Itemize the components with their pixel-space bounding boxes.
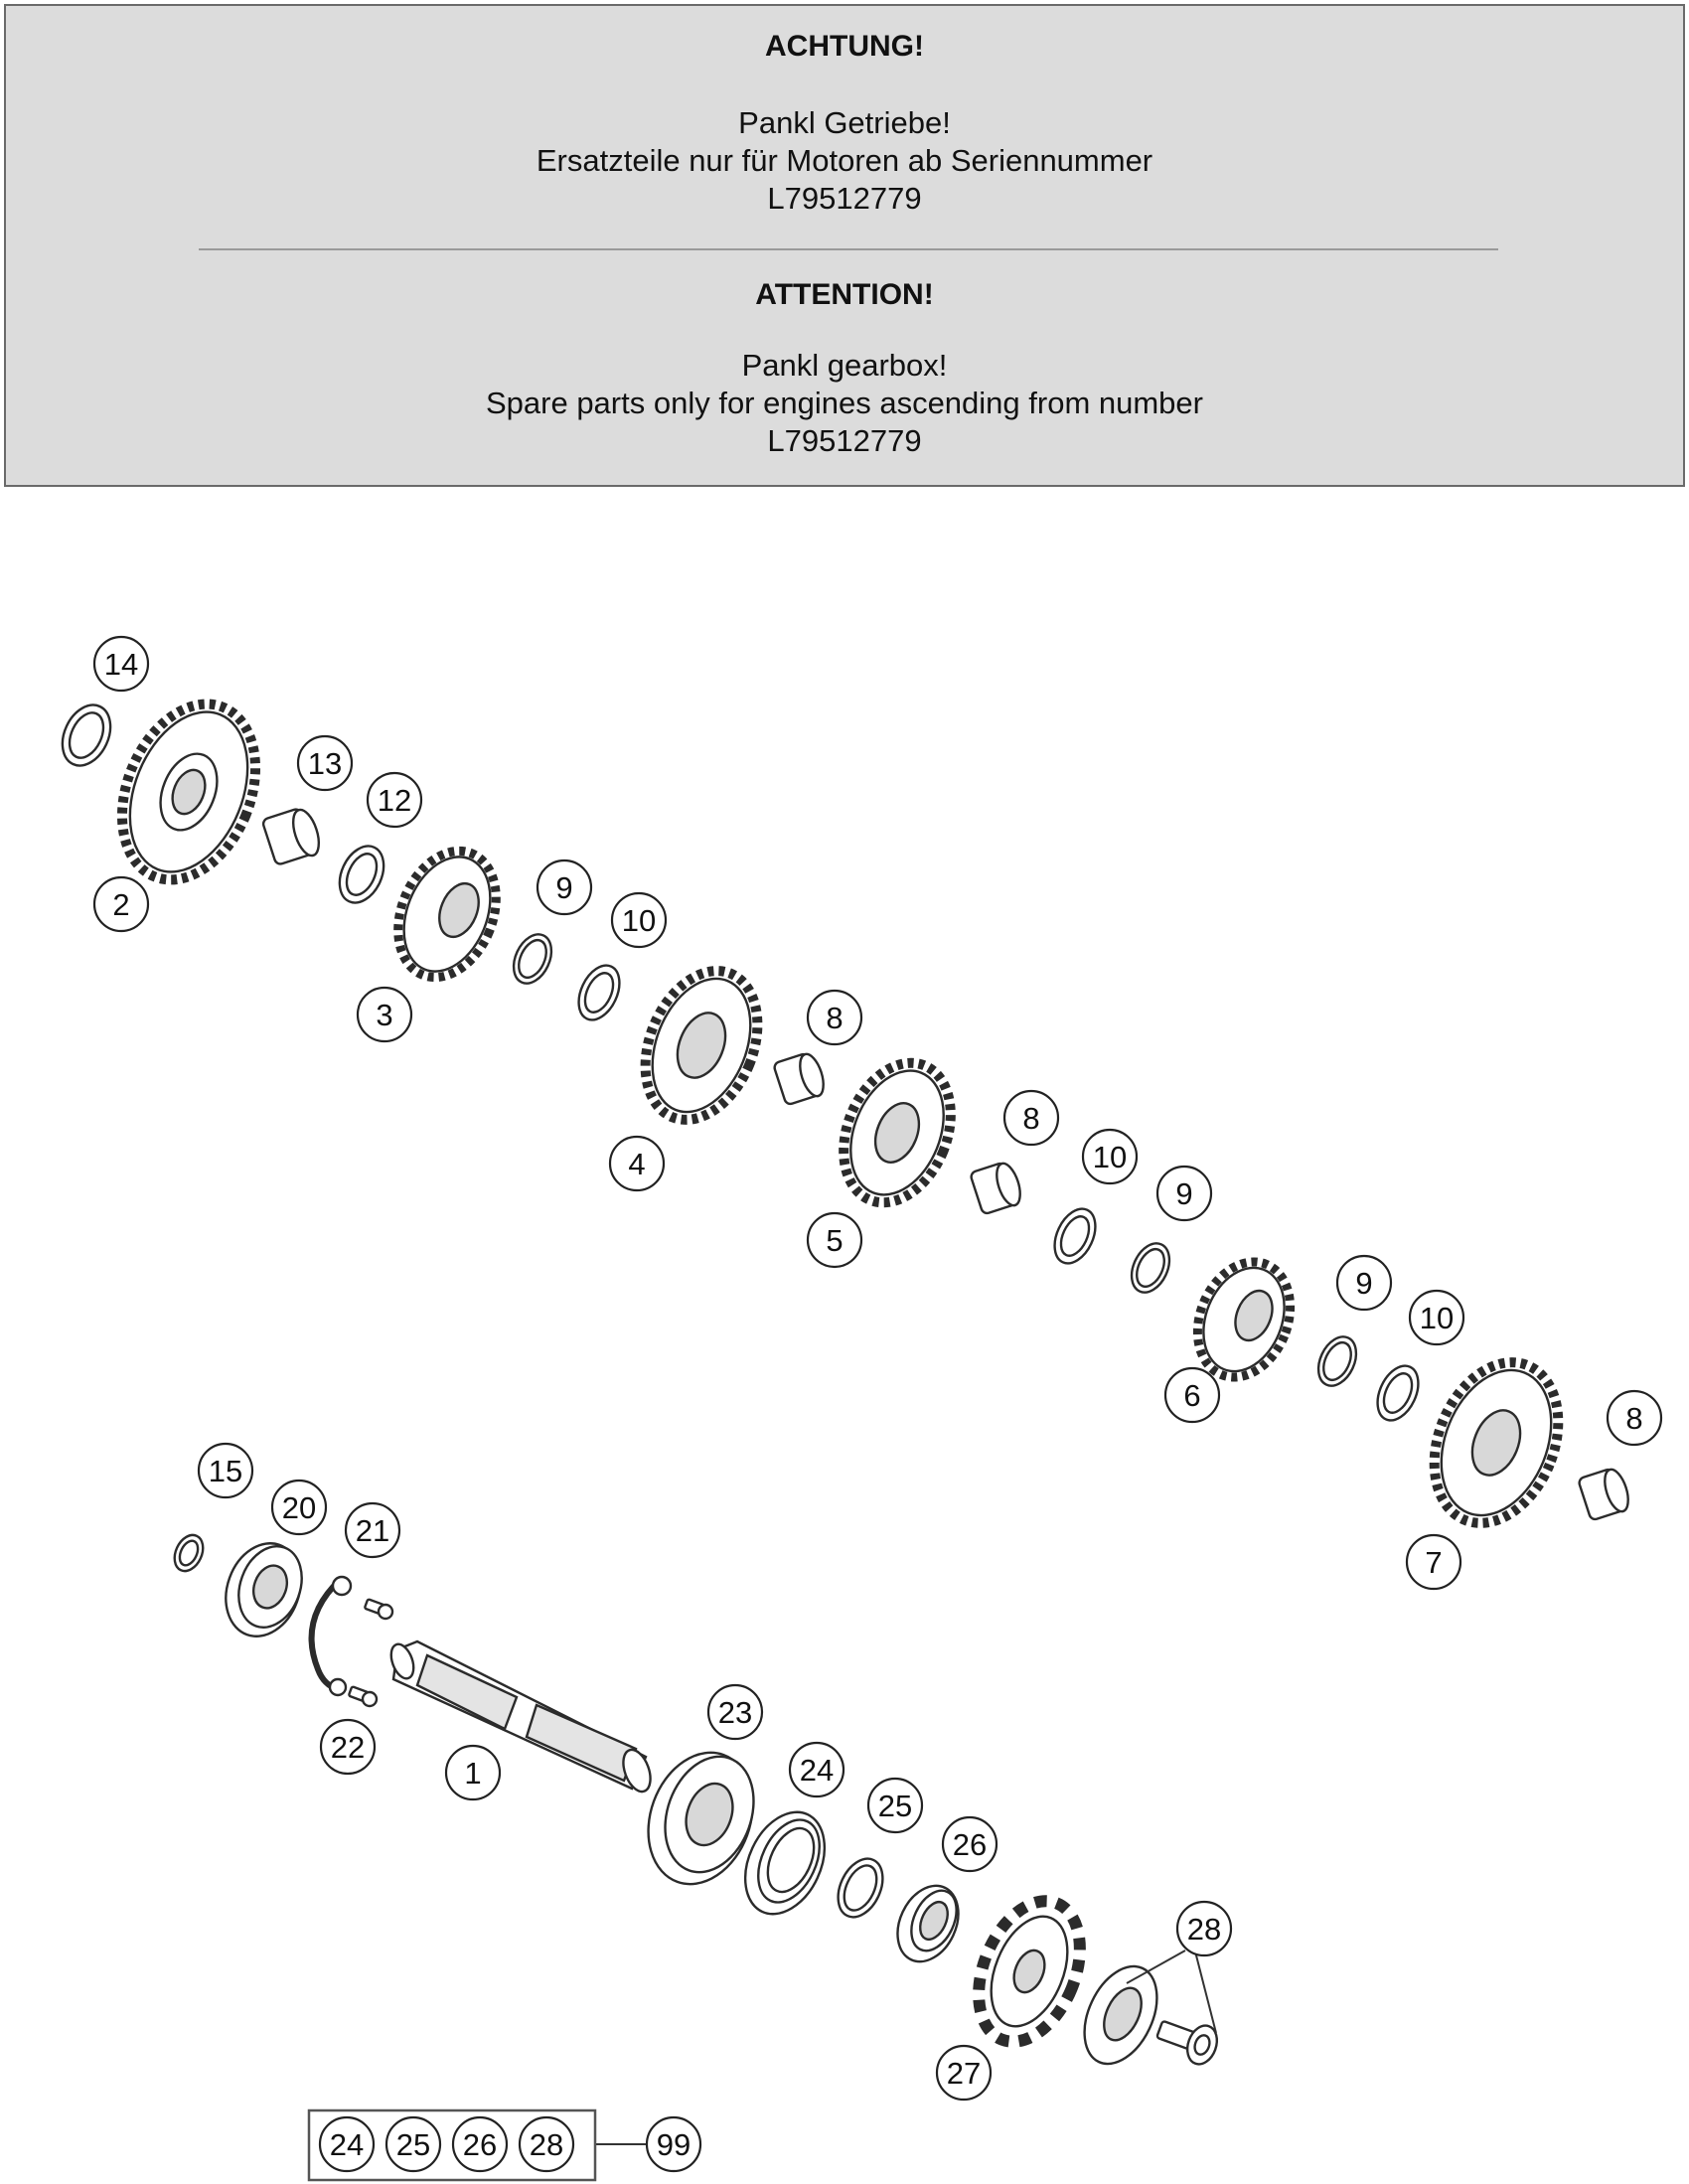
callout-23-23 (708, 1685, 762, 1739)
spacer-sleeve-part-26 (886, 1876, 971, 1971)
callout-25-25-label: 25 (877, 1789, 913, 1823)
callout-20-19-label: 20 (281, 1490, 317, 1525)
kit-member-25 (386, 2117, 440, 2171)
kit-callout-99-label: 99 (656, 2127, 691, 2162)
callout-10-5-label: 10 (621, 903, 657, 938)
callout-9-4-label: 9 (555, 870, 573, 905)
bushing-part-13 (262, 807, 324, 865)
callout-25-25 (868, 1779, 922, 1832)
kit-callout-99 (647, 2117, 700, 2171)
callout-8-7-label: 8 (826, 1001, 844, 1035)
kit-member-24-label: 24 (329, 2127, 365, 2162)
callout-3-6 (358, 988, 411, 1041)
callout-8-9 (1004, 1091, 1058, 1145)
notice-line-en-2: Spare parts only for engines ascending from number (485, 386, 1203, 420)
gear-part-4 (625, 954, 779, 1137)
callout-9-13 (1337, 1256, 1391, 1310)
washer-part-10a (570, 959, 627, 1026)
bushing-part-8c (1578, 1467, 1632, 1520)
kit-member-28-label: 28 (529, 2127, 564, 2162)
notice-line-en-1: Pankl gearbox! (741, 348, 948, 383)
callout-8-16-label: 8 (1625, 1401, 1643, 1436)
callout-10-10 (1083, 1130, 1137, 1183)
callout-7-17 (1407, 1535, 1460, 1589)
gear-part-5 (824, 1047, 970, 1219)
callout-4-8 (610, 1137, 664, 1190)
circlip-part-9c (1311, 1330, 1364, 1391)
notice-line-de-2: Ersatzteile nur für Motoren ab Seriennummer (536, 143, 1153, 178)
callout-9-11 (1157, 1167, 1211, 1220)
circlip-part-9a (507, 928, 559, 989)
callout-27-28-label: 27 (946, 2056, 982, 2091)
callout-10-10-label: 10 (1092, 1140, 1128, 1174)
callout-20-19 (272, 1481, 326, 1534)
kit-member-24 (320, 2117, 374, 2171)
callout-2-3-label: 2 (112, 887, 130, 922)
callout-2-3 (94, 877, 148, 931)
callout-26-26-label: 26 (952, 1827, 988, 1862)
callout-23-23-label: 23 (717, 1695, 753, 1730)
sprocket-part-27 (960, 1886, 1100, 2057)
retaining-plate-part-21 (312, 1577, 351, 1695)
notice-line-de-3: L79512779 (767, 181, 922, 216)
washer-part-10b (1046, 1202, 1103, 1270)
callout-12-2 (368, 773, 421, 827)
kit-member-26 (453, 2117, 507, 2171)
callout-3-6-label: 3 (376, 998, 393, 1032)
callout-9-11-label: 9 (1175, 1176, 1193, 1211)
callout-26-26 (943, 1817, 997, 1871)
callout-layer (94, 637, 1661, 2171)
washer-part-14 (54, 698, 120, 774)
callout-15-18-label: 15 (208, 1454, 243, 1488)
callout-21-20 (346, 1503, 399, 1557)
callout-7-17-label: 7 (1425, 1545, 1443, 1580)
callout-4-8-label: 4 (628, 1147, 646, 1181)
callout-15-18 (199, 1444, 252, 1497)
callout-10-14 (1410, 1291, 1463, 1344)
callout-9-13-label: 9 (1355, 1266, 1373, 1301)
washer-part-10c (1369, 1359, 1426, 1427)
kit-member-25-label: 25 (395, 2127, 431, 2162)
callout-24-24 (790, 1743, 844, 1796)
notice-line-de-1: Pankl Getriebe! (738, 105, 951, 140)
callout-10-5 (612, 893, 666, 947)
part-drawings (54, 684, 1633, 2075)
washer-part-12 (331, 839, 392, 909)
bushing-part-8a (773, 1051, 828, 1105)
o-ring-part-25 (830, 1851, 891, 1924)
callout-21-20-label: 21 (355, 1513, 390, 1548)
gear-part-3 (381, 837, 515, 993)
callout-28-27-label: 28 (1186, 1912, 1222, 1947)
callout-5-12-label: 5 (826, 1223, 844, 1258)
callout-13-1 (298, 736, 352, 790)
callout-8-16 (1608, 1391, 1661, 1445)
callout-10-14-label: 10 (1419, 1301, 1455, 1335)
callout-6-15-label: 6 (1183, 1378, 1201, 1413)
callout-28-27 (1177, 1902, 1231, 1955)
screw-part-22 (349, 1599, 392, 1706)
callout-6-15 (1165, 1368, 1219, 1422)
callout-1-22 (446, 1746, 500, 1799)
bushing-part-8b (970, 1161, 1024, 1214)
callout-27-28 (937, 2046, 991, 2100)
kit-member-26-label: 26 (462, 2127, 498, 2162)
callout-12-2-label: 12 (377, 783, 412, 818)
notice-title-de: ACHTUNG! (765, 30, 924, 63)
notice-title-en: ATTENTION! (755, 278, 934, 311)
callout-22-21 (321, 1720, 375, 1774)
callout-1-22-label: 1 (464, 1756, 482, 1791)
circlip-part-15 (169, 1530, 209, 1575)
callout-8-7 (808, 991, 861, 1044)
callout-8-9-label: 8 (1022, 1101, 1040, 1136)
circlip-part-9b (1125, 1237, 1177, 1298)
gear-part-7 (1412, 1343, 1581, 1541)
main-shaft-part-1 (386, 1641, 655, 1795)
callout-24-24-label: 24 (799, 1753, 835, 1788)
callout-14-0 (94, 637, 148, 691)
callout-22-21-label: 22 (330, 1730, 366, 1765)
callout-9-4 (537, 860, 591, 914)
gear-part-2 (97, 684, 280, 899)
bearing-part-20 (214, 1533, 313, 1647)
callout-13-1-label: 13 (307, 746, 343, 781)
callout-14-0-label: 14 (103, 647, 139, 682)
kit-member-28 (520, 2117, 573, 2171)
callout-5-12 (808, 1213, 861, 1267)
notice-line-en-3: L79512779 (767, 423, 922, 458)
